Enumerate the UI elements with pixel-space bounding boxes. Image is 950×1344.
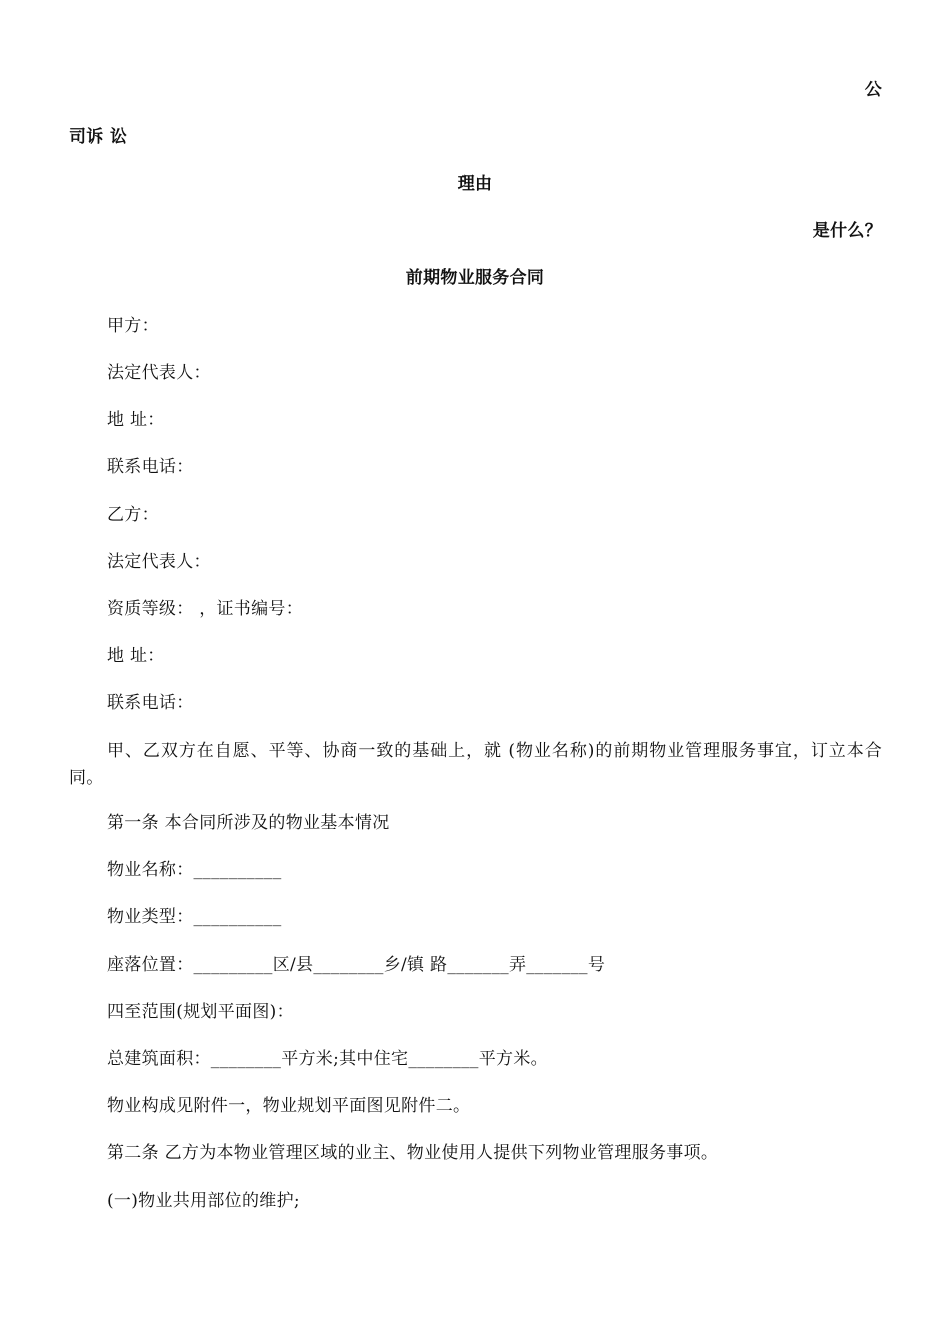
header-line-3: 理由	[457, 174, 493, 194]
property-range-field: 四至范围(规划平面图)：	[107, 1002, 294, 1022]
contract-preamble: 甲、乙双方在自愿、平等、协商一致的基础上，就 (物业名称)的前期物业管理服务事宜，订立本合同。	[69, 741, 882, 788]
party-a-address: 地 址：	[107, 410, 165, 430]
party-a-phone: 联系电话：	[107, 457, 194, 477]
party-a-representative: 法定代表人：	[107, 363, 211, 383]
property-type-field: 物业类型：__________	[107, 907, 282, 927]
property-location-field: 座落位置：_________区/县________乡/镇 路_______弄_______号	[107, 955, 606, 975]
article-2-heading: 第二条 乙方为本物业管理区域的业主、物业使用人提供下列物业管理服务事项。	[107, 1143, 719, 1163]
party-b-label: 乙方：	[107, 505, 159, 525]
header-line-1: 公	[864, 80, 882, 100]
party-b-representative: 法定代表人：	[107, 552, 211, 572]
party-b-address: 地 址：	[107, 646, 165, 666]
party-b-phone: 联系电话：	[107, 693, 194, 713]
contract-title: 前期物业服务合同	[405, 268, 545, 288]
party-a-label: 甲方：	[107, 316, 159, 336]
property-area-field: 总建筑面积：________平方米;其中住宅________平方米。	[107, 1049, 548, 1069]
service-item-1: (一)物业共用部位的维护;	[107, 1191, 300, 1211]
property-name-field: 物业名称：__________	[107, 860, 282, 880]
header-line-2: 司诉 讼	[69, 127, 128, 147]
party-b-certificate: 资质等级： ，证书编号：	[107, 599, 304, 619]
property-annex-note: 物业构成见附件一，物业规划平面图见附件二。	[107, 1096, 471, 1116]
article-1-heading: 第一条 本合同所涉及的物业基本情况	[107, 813, 390, 833]
header-line-4: 是什么？	[812, 221, 882, 241]
